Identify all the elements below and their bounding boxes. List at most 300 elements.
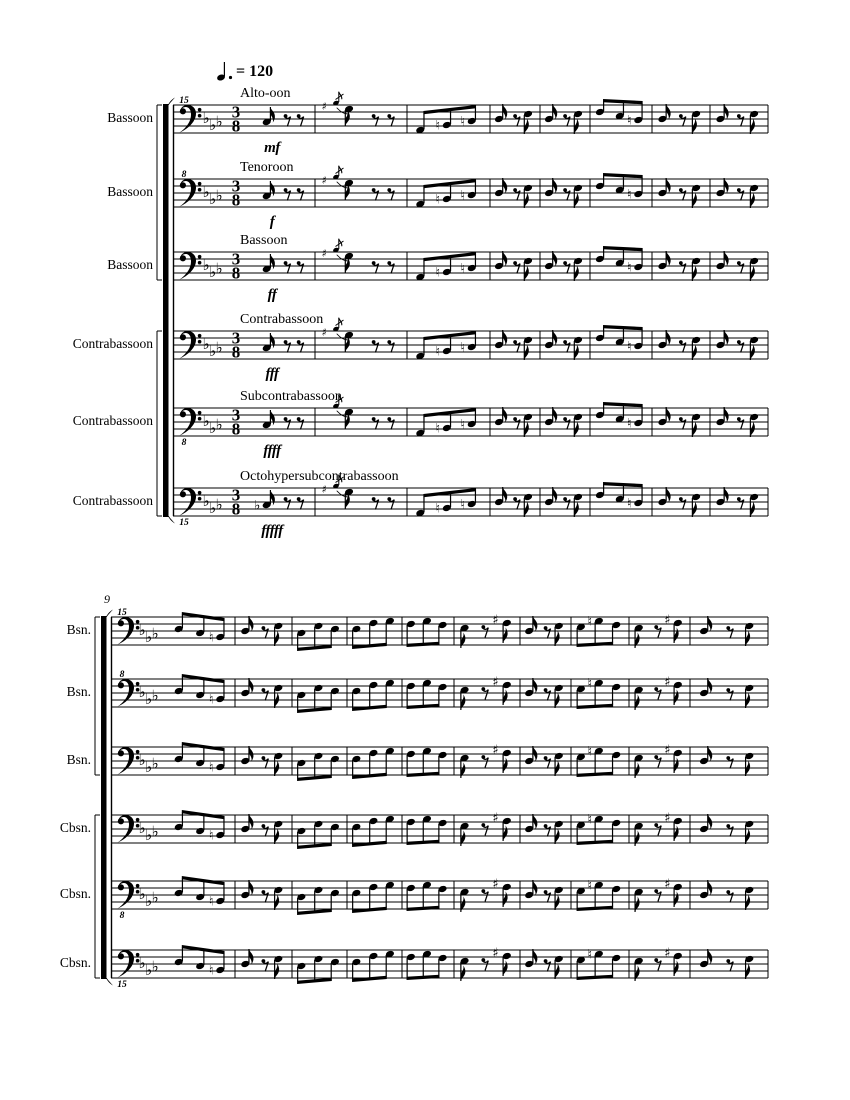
natural-accidental-icon: ♮	[435, 501, 441, 517]
system-bracket-hook	[168, 98, 175, 106]
staff-label: Bsn.	[66, 752, 91, 767]
time-signature-numerator: 3	[231, 176, 241, 196]
eighth-flag-icon	[750, 118, 755, 134]
sharp-accidental-icon: ♯	[321, 174, 327, 187]
beam	[423, 105, 476, 114]
time-signature-numerator: 3	[231, 328, 241, 348]
clef-octave-mark: 15	[117, 608, 127, 618]
eighth-flag-icon	[461, 965, 466, 981]
sharp-accidental-icon: ♯	[492, 743, 499, 758]
eighth-flag-icon	[533, 616, 538, 632]
key-flat-icon: ♭	[151, 624, 159, 643]
eighth-flag-icon	[635, 965, 640, 981]
bass-clef-icon	[180, 255, 186, 261]
natural-accidental-icon: ♮	[208, 692, 214, 708]
eighth-rest-icon	[565, 343, 570, 352]
eighth-flag-icon	[635, 830, 640, 846]
staff-label: Contrabassoon	[72, 493, 153, 508]
eighth-rest-icon	[656, 690, 661, 699]
eighth-rest-icon	[389, 343, 394, 352]
eighth-flag-icon	[275, 828, 280, 844]
sharp-accidental-icon: ♯	[321, 100, 327, 113]
eighth-rest-icon	[285, 500, 290, 509]
beam	[423, 408, 476, 417]
natural-accidental-icon: ♮	[208, 963, 214, 979]
bass-clef-icon	[198, 411, 202, 415]
natural-accidental-icon: ♮	[627, 416, 632, 432]
eighth-flag-icon	[345, 336, 350, 352]
staff-label: Bsn.	[66, 622, 91, 637]
flat-accidental-icon: ♭	[254, 498, 261, 514]
eighth-flag-icon	[708, 880, 713, 896]
key-flat-icon: ♭	[144, 690, 153, 708]
eighth-rest-icon	[389, 420, 394, 429]
eighth-rest-icon	[565, 191, 570, 200]
natural-accidental-icon: ♮	[435, 265, 441, 281]
sharp-accidental-icon: ♯	[321, 483, 327, 496]
eighth-rest-icon	[680, 191, 685, 200]
eighth-flag-icon	[503, 407, 508, 423]
eighth-rest-icon	[738, 343, 743, 352]
eighth-flag-icon	[708, 678, 713, 694]
eighth-flag-icon	[503, 825, 508, 841]
eighth-flag-icon	[249, 678, 254, 694]
natural-accidental-icon: ♮	[460, 340, 466, 356]
key-flat-icon: ♭	[215, 415, 223, 434]
tempo-note-dot-icon	[229, 76, 232, 79]
beam	[423, 488, 476, 497]
eighth-flag-icon	[524, 265, 529, 281]
key-flat-icon: ♭	[202, 492, 210, 510]
eighth-rest-icon	[738, 191, 743, 200]
key-flat-icon: ♭	[144, 961, 153, 979]
key-flat-icon: ♭	[208, 116, 217, 134]
time-signature-denominator: 8	[231, 499, 241, 519]
natural-accidental-icon: ♮	[627, 113, 632, 129]
eighth-flag-icon	[666, 330, 671, 346]
dynamic-marking: ff	[267, 287, 277, 303]
eighth-flag-icon	[270, 107, 275, 123]
bass-clef-icon	[180, 411, 186, 417]
eighth-flag-icon	[555, 630, 560, 646]
eighth-rest-icon	[515, 420, 520, 429]
staff-label: Cbsn.	[59, 955, 91, 970]
system-bracket-hook	[106, 978, 113, 986]
eighth-flag-icon	[553, 487, 558, 503]
eighth-flag-icon	[555, 760, 560, 776]
eighth-flag-icon	[724, 407, 729, 423]
eighth-rest-icon	[373, 264, 378, 273]
eighth-rest-icon	[545, 691, 550, 700]
eighth-rest-icon	[389, 117, 394, 126]
natural-accidental-icon: ♮	[208, 828, 214, 844]
natural-accidental-icon: ♮	[460, 188, 466, 204]
time-signature-denominator: 8	[231, 342, 241, 362]
eighth-rest-icon	[483, 628, 488, 637]
key-flat-icon: ♭	[151, 686, 159, 705]
measure-number: 9	[104, 592, 110, 606]
natural-accidental-icon: ♮	[587, 812, 593, 828]
bass-clef-icon	[180, 491, 186, 497]
natural-accidental-icon: ♮	[208, 760, 214, 776]
eighth-rest-icon	[738, 500, 743, 509]
eighth-flag-icon	[553, 251, 558, 267]
beam	[603, 482, 643, 487]
system-bracket-hook	[106, 610, 113, 618]
natural-accidental-icon: ♮	[587, 676, 593, 692]
eighth-rest-icon	[515, 343, 520, 352]
eighth-flag-icon	[635, 632, 640, 648]
eighth-flag-icon	[345, 493, 350, 509]
key-flat-icon: ♭	[208, 190, 217, 208]
eighth-rest-icon	[483, 758, 488, 767]
eighth-flag-icon	[750, 265, 755, 281]
clef-octave-mark: 8	[181, 170, 187, 180]
key-flat-icon: ♭	[138, 621, 146, 639]
eighth-rest-icon	[728, 629, 733, 638]
instrument-name-label: Tenoroon	[240, 160, 294, 175]
bass-clef-icon	[198, 417, 202, 421]
bass-clef-icon	[118, 884, 124, 890]
staff-label: Contrabassoon	[72, 336, 153, 351]
eighth-rest-icon	[263, 691, 268, 700]
eighth-rest-icon	[298, 343, 303, 352]
eighth-rest-icon	[545, 962, 550, 971]
natural-accidental-icon: ♮	[435, 118, 441, 134]
eighth-rest-icon	[285, 264, 290, 273]
bass-clef-icon	[118, 620, 124, 626]
eighth-flag-icon	[746, 760, 751, 776]
natural-accidental-icon: ♮	[460, 261, 466, 277]
natural-accidental-icon: ♮	[627, 339, 632, 355]
eighth-flag-icon	[574, 344, 579, 360]
eighth-flag-icon	[724, 330, 729, 346]
natural-accidental-icon: ♮	[587, 744, 593, 760]
bass-clef-icon	[198, 114, 202, 118]
beam	[603, 246, 643, 251]
clef-octave-mark: 15	[179, 518, 189, 528]
eighth-rest-icon	[483, 892, 488, 901]
eighth-rest-icon	[656, 961, 661, 970]
key-flat-icon: ♭	[151, 957, 159, 976]
system-bracket	[101, 616, 107, 979]
eighth-flag-icon	[275, 692, 280, 708]
eighth-rest-icon	[728, 827, 733, 836]
sharp-accidental-icon: ♯	[664, 811, 671, 826]
staff-label: Bassoon	[107, 257, 153, 272]
bass-clef-icon	[180, 108, 186, 114]
beam	[423, 252, 476, 261]
bass-clef-icon	[118, 818, 124, 824]
eighth-flag-icon	[746, 630, 751, 646]
natural-accidental-icon: ♮	[627, 187, 632, 203]
eighth-flag-icon	[574, 118, 579, 134]
eighth-rest-icon	[285, 343, 290, 352]
dynamic-marking: fffff	[261, 523, 283, 539]
tempo-marking: = 120	[236, 63, 274, 80]
eighth-flag-icon	[503, 178, 508, 194]
instrument-name-label: Contrabassoon	[240, 312, 324, 327]
time-signature-numerator: 3	[231, 485, 241, 505]
staff-label: Contrabassoon	[72, 413, 153, 428]
eighth-flag-icon	[574, 192, 579, 208]
eighth-rest-icon	[389, 191, 394, 200]
key-flat-icon: ♭	[144, 826, 153, 844]
eighth-flag-icon	[275, 963, 280, 979]
beam	[423, 331, 476, 340]
eighth-flag-icon	[750, 501, 755, 517]
eighth-rest-icon	[389, 264, 394, 273]
eighth-flag-icon	[345, 413, 350, 429]
eighth-flag-icon	[692, 421, 697, 437]
natural-accidental-icon: ♮	[435, 421, 441, 437]
eighth-flag-icon	[666, 104, 671, 120]
eighth-flag-icon	[746, 963, 751, 979]
eighth-flag-icon	[553, 178, 558, 194]
bass-clef-icon	[198, 491, 202, 495]
eighth-flag-icon	[461, 632, 466, 648]
sharp-accidental-icon: ♯	[492, 613, 499, 628]
sharp-accidental-icon: ♯	[664, 877, 671, 892]
eighth-flag-icon	[708, 814, 713, 830]
eighth-flag-icon	[249, 814, 254, 830]
bass-clef-icon	[180, 334, 186, 340]
key-flat-icon: ♭	[202, 256, 210, 274]
eighth-flag-icon	[574, 265, 579, 281]
eighth-rest-icon	[728, 962, 733, 971]
eighth-flag-icon	[503, 689, 508, 705]
key-flat-icon: ♭	[144, 758, 153, 776]
eighth-rest-icon	[263, 827, 268, 836]
bass-clef-icon	[198, 108, 202, 112]
eighth-flag-icon	[635, 896, 640, 912]
eighth-flag-icon	[461, 830, 466, 846]
eighth-rest-icon	[565, 420, 570, 429]
bass-clef-icon	[198, 182, 202, 186]
dynamic-marking: ffff	[263, 443, 281, 459]
sharp-accidental-icon: ♯	[492, 877, 499, 892]
natural-accidental-icon: ♮	[460, 417, 466, 433]
eighth-rest-icon	[298, 117, 303, 126]
natural-accidental-icon: ♮	[208, 630, 214, 646]
natural-accidental-icon: ♮	[587, 614, 593, 630]
dynamic-marking: fff	[265, 366, 279, 382]
eighth-flag-icon	[275, 630, 280, 646]
eighth-flag-icon	[345, 257, 350, 273]
key-flat-icon: ♭	[215, 338, 223, 357]
key-flat-icon: ♭	[208, 499, 217, 517]
eighth-rest-icon	[728, 893, 733, 902]
eighth-flag-icon	[574, 501, 579, 517]
eighth-flag-icon	[533, 678, 538, 694]
eighth-rest-icon	[515, 117, 520, 126]
eighth-flag-icon	[503, 330, 508, 346]
staff-label: Cbsn.	[59, 820, 91, 835]
bass-clef-icon	[180, 182, 186, 188]
eighth-rest-icon	[545, 759, 550, 768]
eighth-flag-icon	[533, 814, 538, 830]
eighth-flag-icon	[750, 192, 755, 208]
eighth-rest-icon	[545, 629, 550, 638]
natural-accidental-icon: ♮	[460, 497, 466, 513]
sharp-accidental-icon: ♯	[321, 247, 327, 260]
eighth-flag-icon	[553, 330, 558, 346]
eighth-flag-icon	[275, 760, 280, 776]
instrument-name-label: Bassoon	[240, 233, 288, 248]
eighth-rest-icon	[373, 343, 378, 352]
eighth-flag-icon	[750, 344, 755, 360]
key-flat-icon: ♭	[208, 419, 217, 437]
eighth-rest-icon	[680, 264, 685, 273]
beam	[603, 402, 643, 407]
natural-accidental-icon: ♮	[460, 114, 466, 130]
key-flat-icon: ♭	[151, 822, 159, 841]
clef-octave-mark: 8	[119, 911, 125, 921]
eighth-flag-icon	[524, 344, 529, 360]
eighth-rest-icon	[728, 691, 733, 700]
key-flat-icon: ♭	[215, 495, 223, 514]
instrument-name-label: Octohypersubcontrabassoon	[240, 469, 399, 484]
eighth-rest-icon	[515, 500, 520, 509]
sharp-accidental-icon: ♯	[492, 811, 499, 826]
eighth-rest-icon	[545, 827, 550, 836]
time-signature-numerator: 3	[231, 405, 241, 425]
time-signature-numerator: 3	[231, 249, 241, 269]
bass-clef-icon	[118, 682, 124, 688]
eighth-flag-icon	[533, 949, 538, 965]
sharp-accidental-icon: ♯	[664, 946, 671, 961]
eighth-flag-icon	[249, 746, 254, 762]
bass-clef-icon	[198, 334, 202, 338]
bass-clef-icon	[198, 188, 202, 192]
key-flat-icon: ♭	[202, 412, 210, 430]
eighth-rest-icon	[263, 759, 268, 768]
eighth-flag-icon	[708, 616, 713, 632]
beam	[603, 173, 643, 178]
time-signature-numerator: 3	[231, 102, 241, 122]
staff-label: Bsn.	[66, 684, 91, 699]
eighth-rest-icon	[483, 690, 488, 699]
eighth-flag-icon	[674, 825, 679, 841]
eighth-rest-icon	[285, 191, 290, 200]
instrument-name-label: Subcontrabassoon	[240, 389, 342, 404]
eighth-rest-icon	[263, 893, 268, 902]
eighth-rest-icon	[565, 264, 570, 273]
eighth-flag-icon	[692, 118, 697, 134]
eighth-rest-icon	[483, 826, 488, 835]
eighth-flag-icon	[692, 501, 697, 517]
key-flat-icon: ♭	[138, 751, 146, 769]
key-flat-icon: ♭	[144, 892, 153, 910]
natural-accidental-icon: ♮	[627, 260, 632, 276]
eighth-rest-icon	[680, 117, 685, 126]
clef-octave-mark: 15	[179, 96, 189, 106]
system-bracket-hook	[168, 516, 175, 524]
eighth-flag-icon	[708, 949, 713, 965]
clef-octave-mark: 8	[181, 438, 187, 448]
eighth-flag-icon	[674, 757, 679, 773]
eighth-rest-icon	[285, 117, 290, 126]
eighth-rest-icon	[263, 962, 268, 971]
eighth-flag-icon	[746, 894, 751, 910]
dynamic-marking: f	[269, 214, 275, 230]
eighth-flag-icon	[574, 421, 579, 437]
natural-accidental-icon: ♮	[435, 344, 441, 360]
eighth-rest-icon	[738, 117, 743, 126]
eighth-rest-icon	[298, 420, 303, 429]
dynamic-marking: mf	[264, 140, 280, 156]
eighth-flag-icon	[555, 692, 560, 708]
eighth-rest-icon	[515, 191, 520, 200]
eighth-flag-icon	[270, 333, 275, 349]
eighth-flag-icon	[503, 487, 508, 503]
key-flat-icon: ♭	[151, 888, 159, 907]
eighth-rest-icon	[565, 500, 570, 509]
eighth-flag-icon	[674, 627, 679, 643]
staff-label: Bassoon	[107, 110, 153, 125]
sharp-accidental-icon: ♯	[664, 743, 671, 758]
eighth-rest-icon	[738, 420, 743, 429]
bass-clef-icon	[118, 750, 124, 756]
eighth-rest-icon	[298, 191, 303, 200]
key-flat-icon: ♭	[215, 259, 223, 278]
eighth-rest-icon	[680, 500, 685, 509]
eighth-rest-icon	[483, 961, 488, 970]
eighth-flag-icon	[708, 746, 713, 762]
eighth-rest-icon	[373, 191, 378, 200]
eighth-rest-icon	[656, 892, 661, 901]
eighth-flag-icon	[555, 894, 560, 910]
sharp-accidental-icon: ♯	[664, 675, 671, 690]
eighth-flag-icon	[524, 192, 529, 208]
eighth-flag-icon	[249, 616, 254, 632]
eighth-flag-icon	[635, 762, 640, 778]
eighth-flag-icon	[461, 896, 466, 912]
key-flat-icon: ♭	[151, 754, 159, 773]
eighth-flag-icon	[746, 692, 751, 708]
natural-accidental-icon: ♮	[587, 878, 593, 894]
eighth-flag-icon	[666, 407, 671, 423]
beam	[603, 99, 643, 104]
staff-label: Cbsn.	[59, 886, 91, 901]
eighth-flag-icon	[724, 178, 729, 194]
eighth-flag-icon	[533, 746, 538, 762]
eighth-flag-icon	[666, 251, 671, 267]
eighth-flag-icon	[635, 694, 640, 710]
eighth-rest-icon	[680, 343, 685, 352]
eighth-rest-icon	[656, 826, 661, 835]
eighth-flag-icon	[503, 960, 508, 976]
eighth-flag-icon	[674, 689, 679, 705]
key-flat-icon: ♭	[138, 819, 146, 837]
time-signature-denominator: 8	[231, 190, 241, 210]
time-signature-denominator: 8	[231, 419, 241, 439]
eighth-flag-icon	[555, 828, 560, 844]
key-flat-icon: ♭	[208, 263, 217, 281]
sharp-accidental-icon: ♯	[492, 675, 499, 690]
eighth-rest-icon	[738, 264, 743, 273]
eighth-flag-icon	[461, 762, 466, 778]
bass-clef-icon	[198, 497, 202, 501]
key-flat-icon: ♭	[202, 109, 210, 127]
eighth-flag-icon	[524, 118, 529, 134]
natural-accidental-icon: ♮	[435, 192, 441, 208]
eighth-rest-icon	[656, 628, 661, 637]
eighth-rest-icon	[680, 420, 685, 429]
eighth-flag-icon	[275, 894, 280, 910]
eighth-flag-icon	[503, 627, 508, 643]
eighth-flag-icon	[555, 963, 560, 979]
